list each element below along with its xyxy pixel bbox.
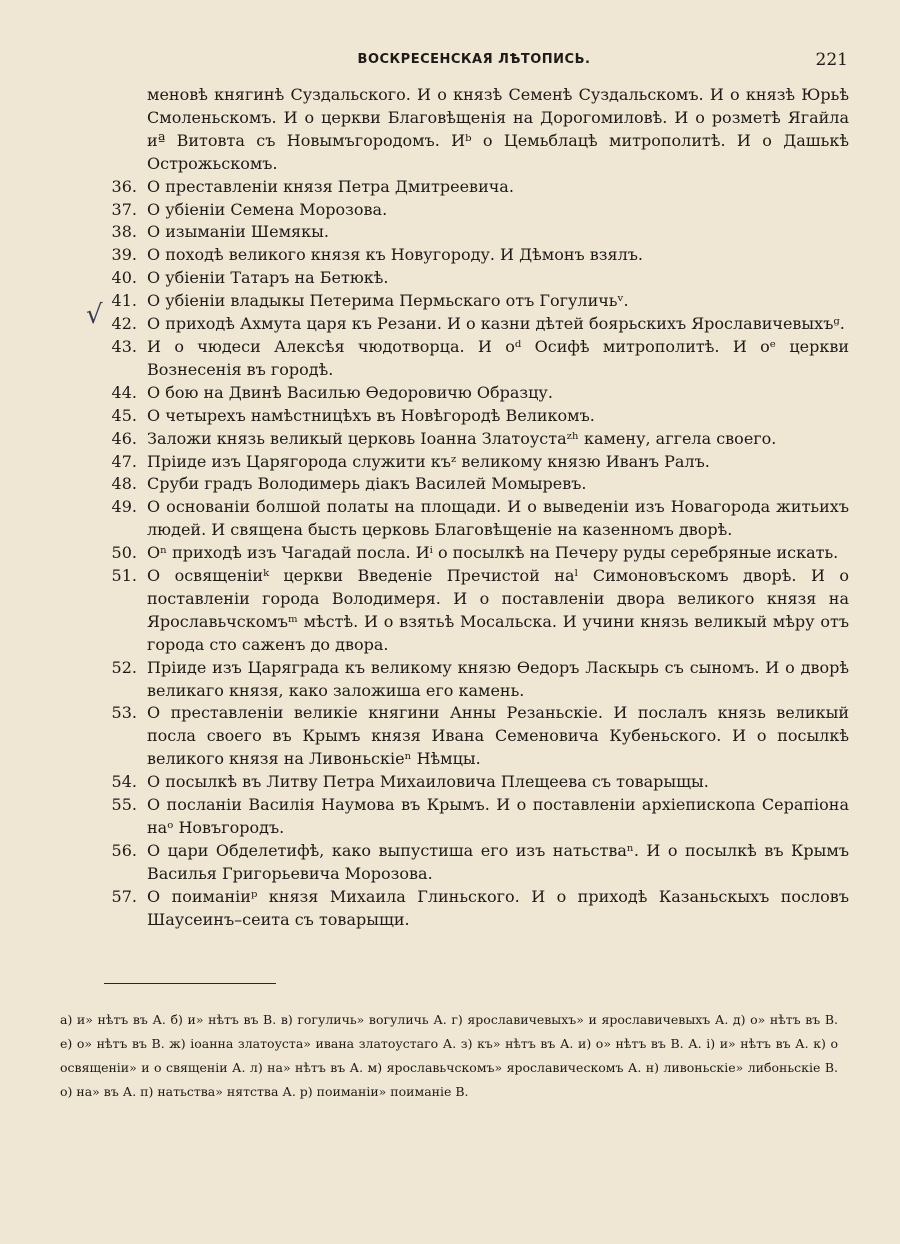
chapter-number: 41.: [111, 291, 137, 311]
chapter-number: 46.: [111, 428, 137, 448]
chapter-text: О бою на Двинѣ Василью Ѳедоровичю Образцу.: [147, 382, 553, 402]
chapter-entry: [97, 451, 849, 474]
chapter-number: 38.: [111, 222, 137, 242]
chapter-entry: [97, 176, 849, 199]
chapter-number: [97, 84, 147, 176]
chapter-number: 45.: [111, 405, 137, 425]
page-number: 221: [815, 50, 848, 70]
chapter-number: 54.: [111, 772, 137, 792]
chapter-entry: [97, 313, 849, 336]
chapter-entry: [97, 221, 849, 244]
chapter-number: 49.: [111, 497, 137, 517]
chapter-number: 50.: [111, 543, 137, 563]
chapter-entry: [97, 542, 849, 565]
chapter-entry: [97, 794, 849, 840]
chapter-number: 55.: [111, 795, 137, 815]
chapter-number: 44.: [111, 382, 137, 402]
margin-check-mark: √: [86, 300, 103, 330]
chapter-text: И о чюдеси Алексѣя чюдотворца. И оᵈ Осифѣ митрополитѣ. И оᵉ церкви Вознесенія въ городѣ.: [147, 336, 849, 379]
chapter-entry: [97, 473, 849, 496]
chapter-entry: [97, 290, 849, 313]
chapter-text: Заложи князь великый церковь Іоанна Златоустаᶻʰ камену, аггела своего.: [147, 428, 777, 448]
chapter-number: 53.: [111, 703, 137, 723]
chapter-text: Оⁿ приходѣ изъ Чагадай посла. Иⁱ о посылкѣ на Печеру руды серебряные искать.: [147, 543, 839, 563]
chapter-entry: [97, 840, 849, 886]
chapter-entry: [97, 382, 849, 405]
chapter-text: Пріиде изъ Царягорода служити къᶻ великому князю Иванъ Ралъ.: [147, 451, 710, 471]
chapter-entry: [97, 771, 849, 794]
chapter-list: [97, 84, 849, 932]
chapter-number: 57.: [111, 886, 137, 906]
chapter-text: О поиманіиᵖ князя Михаила Глиньского. И о приходѣ Казаньскыхъ пословъ Шаусеинъ–сеита съ товарыщи.: [147, 886, 849, 929]
chapter-text: О посланіи Василія Наумова въ Крымъ. И о поставленіи архіепископа Серапіона наᵒ Новъгородъ.: [147, 795, 849, 837]
chapter-text: меновѣ княгинѣ Суздальского. И о князѣ Семенѣ Суздальскомъ. И о князѣ Юрьѣ Смоленьскомъ. И о церкви Благовѣщенія на Дорогомиловѣ. И о розметѣ Ягайла иª Витовта съ Новымъгородомъ. Иᵇ о Цемьблацѣ митрополитѣ. И о Дашькѣ Острожьскомъ.: [147, 85, 849, 173]
chapter-entry: [97, 336, 849, 382]
chapter-number: 51.: [111, 566, 137, 586]
chapter-text: Сруби градъ Володимерь діакъ Василей Момыревъ.: [147, 474, 587, 494]
chapter-entry: [97, 405, 849, 428]
chapter-text: Пріиде изъ Царяграда къ великому князю Ѳедоръ Ласкырь съ сыномъ. И о дворѣ великаго князя, како заложиша его камень.: [147, 657, 849, 700]
chapter-text: О убіеніи Татаръ на Бетюкѣ.: [147, 268, 389, 288]
chapter-text: О цари Обделетифѣ, како выпустиша его изъ натьстваⁿ. И о посылкѣ въ Крымъ Василья Григорьевича Морозова.: [147, 840, 849, 883]
footnote-divider: [104, 983, 276, 984]
chapter-number: 56.: [111, 840, 137, 860]
chapter-entry: [97, 657, 849, 703]
chapter-entry: [97, 886, 849, 932]
chapter-entry: [97, 565, 849, 657]
chapter-text: О приходѣ Ахмута царя къ Резани. И о казни дѣтей боярьскихъ Ярославичевыхъᵍ.: [147, 314, 845, 334]
chapter-entry: [97, 84, 849, 176]
chapter-text: О основаніи болшой полаты на площади. И о выведеніи изъ Новагорода житьихъ людей. И священа бысть церковь Благовѣщеніе на казенномъ дворѣ.: [147, 497, 849, 540]
chapter-text: О преставленіи князя Петра Дмитреевича.: [147, 176, 514, 196]
running-title: ВОСКРЕСЕНСКАЯ ЛѢТОПИСЬ.: [357, 52, 591, 67]
chapter-entry: [97, 244, 849, 267]
chapter-entry: [97, 496, 849, 542]
chapter-text: О изыманіи Шемякы.: [147, 222, 329, 242]
chapter-number: 42.: [111, 314, 137, 334]
chapter-entry: [97, 199, 849, 222]
chapter-number: 39.: [111, 245, 137, 265]
chapter-number: 36.: [111, 176, 137, 196]
chapter-entry: [97, 702, 849, 771]
chapter-number: 52.: [111, 657, 137, 677]
chapter-text: О посылкѣ въ Литву Петра Михаиловича Плещеева съ товарыщы.: [147, 772, 709, 792]
chapter-text: О убіеніи владыкы Петерима Пермьскаго отъ Гогуличьᵛ.: [147, 291, 629, 311]
page-header: [100, 50, 848, 74]
chapter-entry: [97, 428, 849, 451]
footnotes: а) и» нѣтъ въ А. б) и» нѣтъ въ В. в) гогуличь» вогуличь А. г) ярославичевыхъ» и ярославичевыхъ А. д) о» нѣтъ въ В. е) о» нѣтъ въ В. ж) іоанна златоуста» ивана златоустаго А. з) къ» нѣтъ въ А. и) о» нѣтъ въ В. А. і) и» нѣтъ въ А. к) о освященіи» и о священіи А. л) на» нѣтъ въ А. м) ярославьчскомъ» ярославическомъ А. н) ливоньскіе» либоньскіе В. о) на» въ А. п) натьства» нятства А. р) поиманіи» поиманіе В.: [60, 1012, 838, 1099]
chapter-text: О походѣ великого князя къ Новугороду. И Дѣмонъ взялъ.: [147, 245, 644, 265]
chapter-number: 43.: [111, 336, 137, 356]
chapter-text: О освященіиᵏ церкви Введеніе Пречистой наˡ Симоновъскомъ дворѣ. И о поставленіи города Володимеря. И о поставленіи двора великого князя на Ярославьчскомъᵐ мѣстѣ. И о взятьѣ Мосальска. И учини князь великый мѣру отъ города сто саженъ до двора.: [147, 566, 849, 654]
chapter-number: 47.: [111, 451, 137, 471]
chapter-entry: [97, 267, 849, 290]
chapter-number: 48.: [111, 474, 137, 494]
chapter-number: 40.: [111, 268, 137, 288]
chapter-number: 37.: [111, 199, 137, 219]
chapter-text: О убіеніи Семена Морозова.: [147, 199, 388, 219]
chapter-text: О четырехъ намѣстницѣхъ въ Новѣгородѣ Великомъ.: [147, 405, 595, 425]
chapter-text: О преставленіи великіе княгини Анны Резаньскіе. И послалъ князь великый посла своего въ Крымъ князя Ивана Семеновича Кубеньского. И о посылкѣ великого князя на Ливоньскіеⁿ Нѣмцы.: [147, 703, 849, 769]
